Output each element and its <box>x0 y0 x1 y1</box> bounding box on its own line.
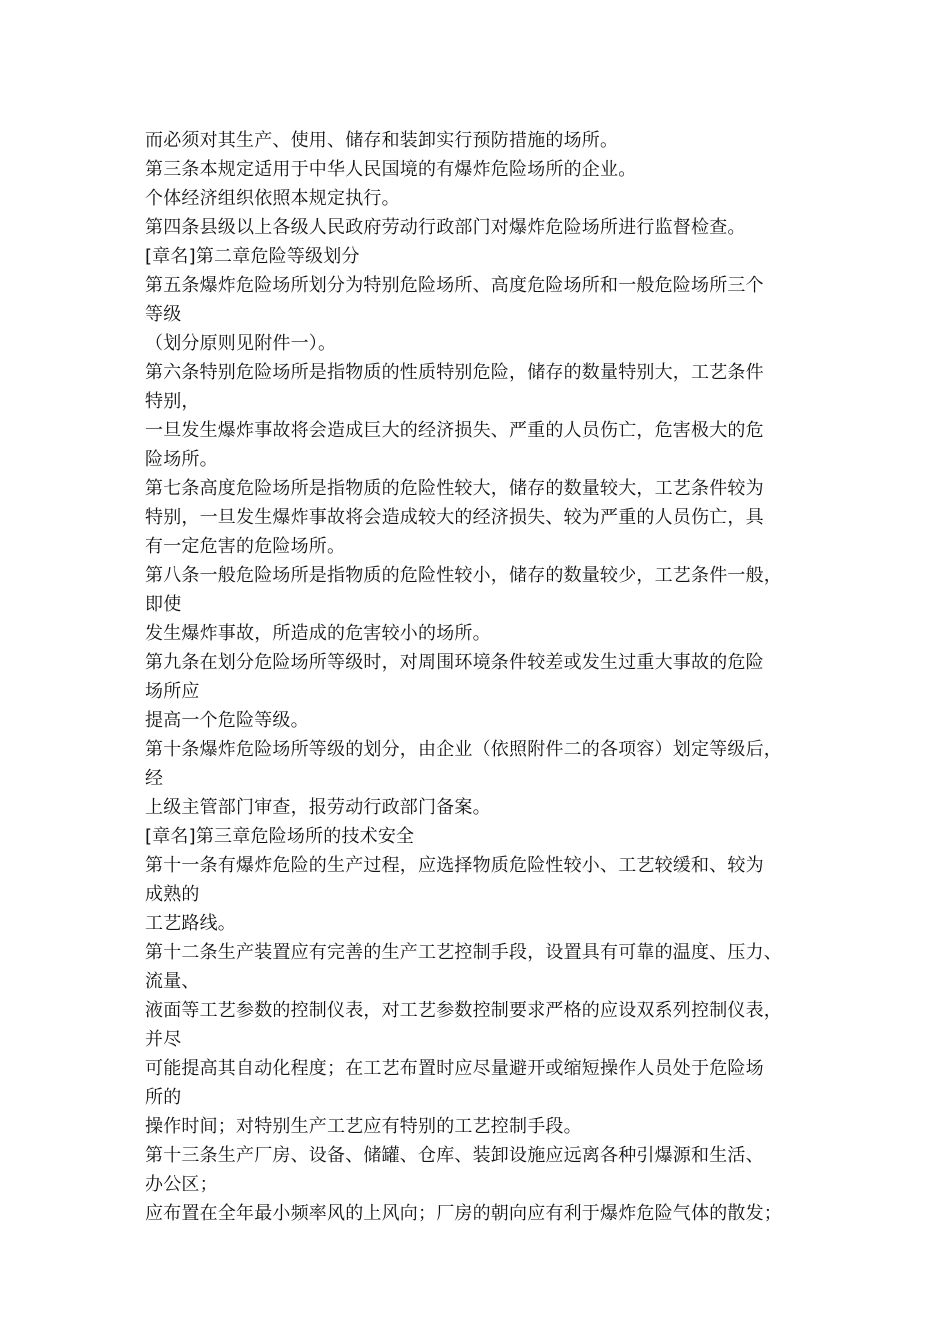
text-line: 第九条在划分危险场所等级时，对周围环境条件较差或发生过重大事故的危险 <box>145 652 764 673</box>
text-line: 而必须对其生产、使用、储存和装卸实行预防措施的场所。 <box>145 130 619 151</box>
text-line: 第十条爆炸危险场所等级的划分，由企业（依照附件二的各项容）划定等级后， <box>145 739 782 760</box>
text-line: （划分原则见附件一）。 <box>145 333 337 354</box>
text-line: 提高一个危险等级。 <box>145 710 309 731</box>
text-line: 液面等工艺参数的控制仪表，对工艺参数控制要求严格的应设双系列控制仪表， <box>145 1000 782 1021</box>
text-line: 第三条本规定适用于中华人民国境的有爆炸危险场所的企业。 <box>145 159 637 180</box>
text-line: 发生爆炸事故，所造成的危害较小的场所。 <box>145 623 491 644</box>
text-line: 上级主管部门审查，报劳动行政部门备案。 <box>145 797 491 818</box>
text-line: 有一定危害的危险场所。 <box>145 536 346 557</box>
text-line: 第七条高度危险场所是指物质的危险性较大，储存的数量较大，工艺条件较为 <box>145 478 764 499</box>
text-line: 特别，一旦发生爆炸事故将会造成较大的经济损失、较为严重的人员伤亡，具 <box>145 507 764 528</box>
text-line: 即使 <box>145 594 182 615</box>
text-line: 第十三条生产厂房、设备、储罐、仓库、装卸设施应远离各种引爆源和生活、 <box>145 1145 764 1166</box>
text-line: 并尽 <box>145 1029 182 1050</box>
text-line: 第十二条生产装置应有完善的生产工艺控制手段，设置具有可靠的温度、压力、 <box>145 942 782 963</box>
text-line: 成熟的 <box>145 884 200 905</box>
text-line: 场所应 <box>145 681 200 702</box>
text-line: 办公区； <box>145 1174 218 1195</box>
text-line: 所的 <box>145 1087 182 1108</box>
text-line: 个体经济组织依照本规定执行。 <box>145 188 400 209</box>
text-line: 可能提高其自动化程度；在工艺布置时应尽量避开或缩短操作人员处于危险场 <box>145 1058 764 1079</box>
text-line: 流量、 <box>145 971 200 992</box>
text-line: 操作时间；对特别生产工艺应有特别的工艺控制手段。 <box>145 1116 582 1137</box>
text-line: 等级 <box>145 304 182 325</box>
chapter-heading: [章名]第二章危险等级划分 <box>145 246 360 267</box>
text-line: 第五条爆炸危险场所划分为特别危险场所、高度危险场所和一般危险场所三个 <box>145 275 764 296</box>
text-line: 第四条县级以上各级人民政府劳动行政部门对爆炸危险场所进行监督检查。 <box>145 217 746 238</box>
text-line: 第八条一般危险场所是指物质的危险性较小，储存的数量较少，工艺条件一般， <box>145 565 782 586</box>
text-line: 第十一条有爆炸危险的生产过程，应选择物质危险性较小、工艺较缓和、较为 <box>145 855 764 876</box>
text-line: 经 <box>145 768 164 789</box>
text-line: 第六条特别危险场所是指物质的性质特别危险，储存的数量特别大，工艺条件 <box>145 362 764 383</box>
text-line: 应布置在全年最小频率风的上风向；厂房的朝向应有利于爆炸危险气体的散发； <box>145 1203 782 1224</box>
document-body <box>145 126 825 1228</box>
text-line: 险场所。 <box>145 449 218 470</box>
chapter-heading: [章名]第三章危险场所的技术安全 <box>145 826 415 847</box>
text-line: 工艺路线。 <box>145 913 236 934</box>
text-line: 特别， <box>145 391 200 412</box>
text-line: 一旦发生爆炸事故将会造成巨大的经济损失、严重的人员伤亡，危害极大的危 <box>145 420 764 441</box>
